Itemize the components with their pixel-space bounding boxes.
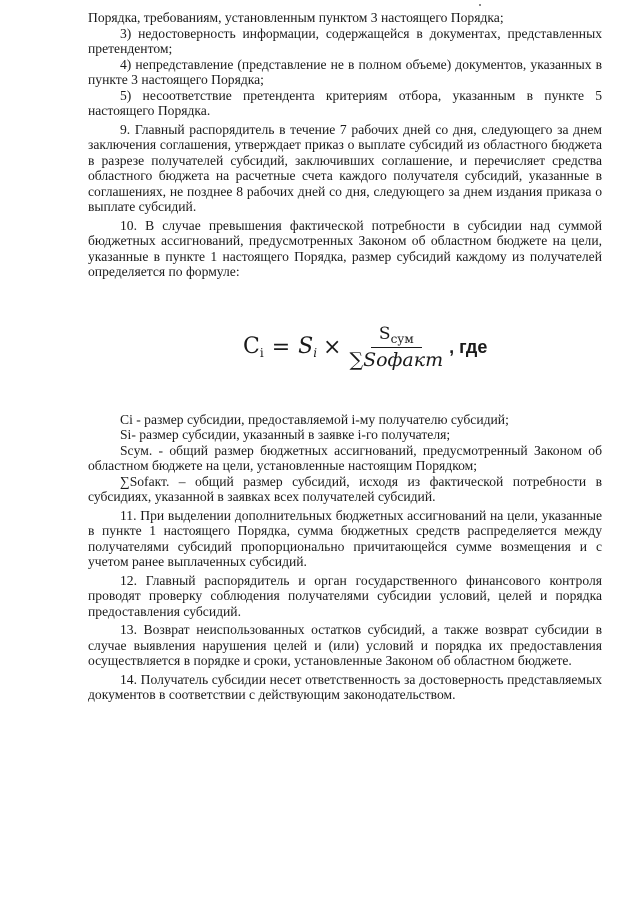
paragraph-clause-12: 12. Главный распорядитель и орган государственного финансового контроля проводят проверку соблюдения получателями субсидии условий, целей и порядка предоставления субсидий. [88, 572, 602, 619]
definition-ci: Ci - размер субсидии, предоставляемой i-му получателю субсидий; [120, 411, 509, 427]
formula-numerator: $S_{сум}$ [371, 324, 422, 348]
formula-equals: = [271, 334, 291, 360]
formula-si: $S_i$ [298, 334, 318, 360]
paragraph-item-4: 4) непредставление (представление не в полном объеме) документов, указанных в пункте 3 настоящего Порядка; [88, 56, 602, 87]
formula-expression [243, 324, 487, 371]
paragraph-clause-11: 11. При выделении дополнительных бюджетных ассигнований на цели, указанные в пункте 1 настоящего Порядка, сумма бюджетных средств распределяется между получателями субсидий пропорционально причитающейся сумме возмещения и с учетом ранее выплаченных субсидий. [88, 507, 602, 569]
paragraph-clause-14: 14. Получатель субсидии несет ответственность за достоверность представляемых документов в соответствии с действующим законодательством. [88, 671, 602, 702]
formula-fraction [349, 324, 443, 371]
paragraph-continuation: Порядка, требованиям, установленным пунктом 3 настоящего Порядка; [88, 10, 504, 25]
scan-speck [479, 4, 481, 6]
paragraph-clause-10: 10. В случае превышения фактической потребности в субсидии над суммой бюджетных ассигнований, предусмотренных Законом об областном бюджете на цели, указанные в пункте 1 настоящего Порядка, размер субсидий каждому из получателей определяется по формуле: [88, 217, 602, 279]
definition-si: Si- размер субсидии, указанный в заявке i-го получателя; [120, 427, 451, 442]
paragraph-clause-13: 13. Возврат неиспользованных остатков субсидий, а также возврат субсидии в случае выявления нарушения целей и (или) условий и порядка их предоставления осуществляется в порядке и сроки, установленные Законом об областном бюджете. [88, 622, 602, 668]
formula-suffix: , где [449, 336, 488, 357]
formula-lhs: $C_i$ [243, 334, 264, 360]
paragraph-clause-9: 9. Главный распорядитель в течение 7 рабочих дней со дня, следующего за днем заключения соглашения, утверждает приказ о выплате субсидий из областного бюджета в разрезе получателей субсидий, заключивших соглашение, и перечисляет средства областного бюджета на расчетные счета каждого получателя субсидий, указанные в соглашениях, не позднее 8 рабочих дней со дня, следующего за днем издания приказа о выплате субсидий. [88, 121, 602, 214]
formula-times: × [323, 334, 342, 360]
formula-denominator: ∑Soфакт [349, 348, 444, 371]
subsidy-formula [88, 280, 602, 412]
definition-sum-sfact: ∑Sofакт. – общий размер субсидий, исходя из фактической потребности в субсидиях, указанной в заявках всех получателей субсидий. [88, 473, 602, 504]
definition-ssum: Scум. - общий размер бюджетных ассигнований, предусмотренный Законом об областном бюджете на цели, установленные настоящим Порядком; [88, 442, 602, 473]
paragraph-item-5: 5) несоответствие претендента критериям отбора, указанным в пункте 5 настоящего Порядка. [88, 87, 602, 118]
paragraph-item-3: 3) недостоверность информации, содержащейся в документах, представленных претендентом; [88, 25, 602, 56]
